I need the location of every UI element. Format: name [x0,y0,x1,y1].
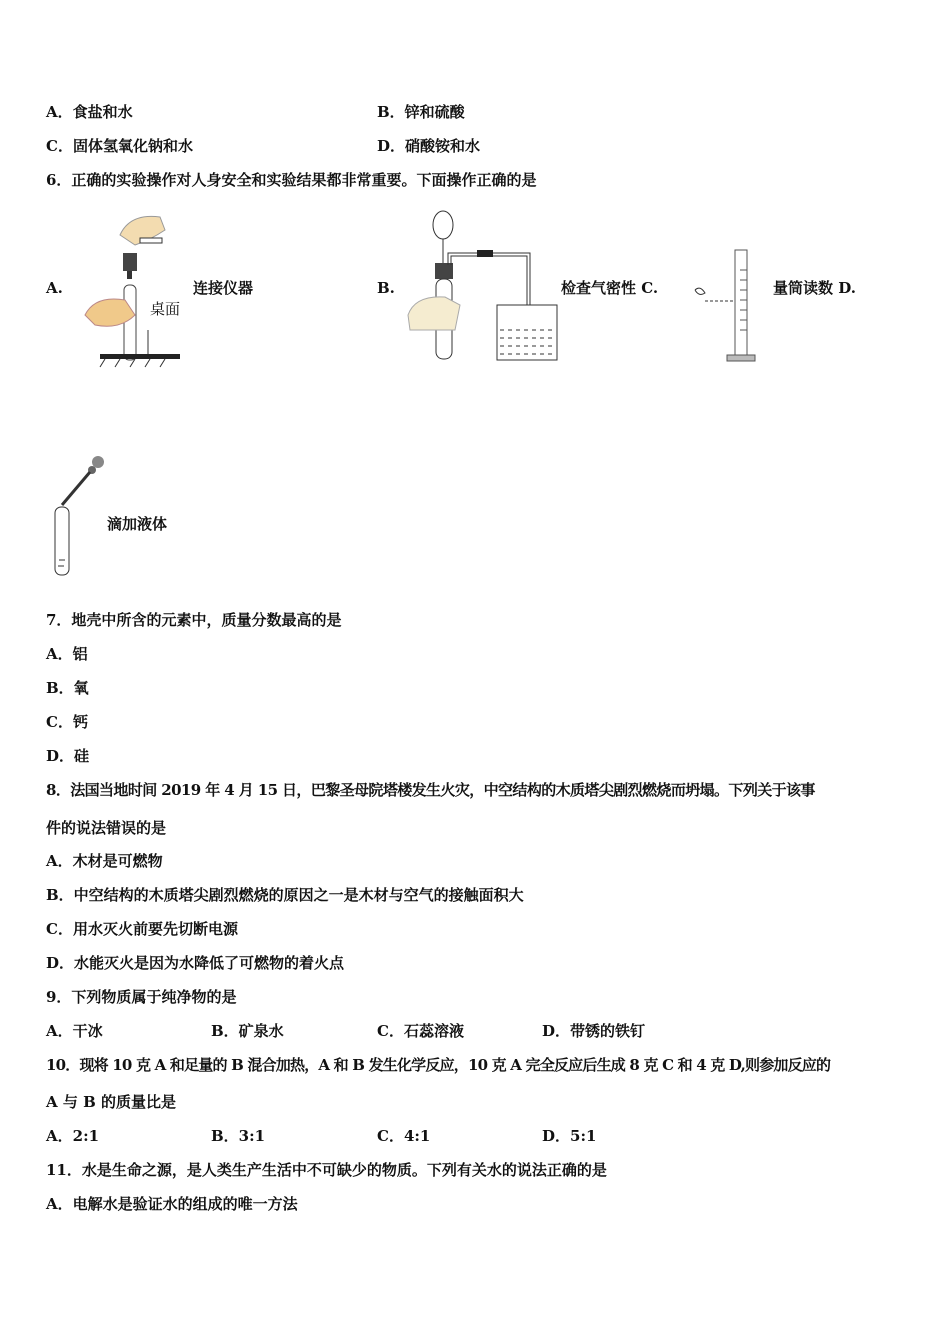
q10-option-d: D．5:1 [542,1127,597,1145]
q8-stem-line1: 8．法国当地时间 2019 年 4 月 15 日，巴黎圣母院塔楼发生火灾，中空结构的木质塔尖剧烈燃烧而坍塌。下列关于该事 [46,781,815,799]
q7-option-d: D．硅 [46,747,90,765]
q5-option-d: D．硝酸铵和水 [377,137,481,155]
airtightness-check-figure [405,205,565,365]
q11-stem: 11．水是生命之源，是人类生产生活中不可缺少的物质。下列有关水的说法正确的是 [46,1161,607,1179]
graduated-cylinder-figure [685,245,775,365]
q7-option-b: B．氧 [46,679,89,697]
q10-option-b: B．3:1 [211,1127,266,1145]
q6-option-b-caption: 检查气密性 C. [561,279,659,297]
q9-stem: 9．下列物质属于纯净物的是 [46,988,237,1006]
q10-stem-line2: A 与 B 的质量比是 [46,1093,176,1111]
q8-option-c: C．用水灭火前要先切断电源 [46,920,238,938]
q10-stem-line1: 10．现将 10 克 A 和足量的 B 混合加热，A 和 B 发生化学反应，10 克 A 完全反应后生成 8 克 C 和 4 克 D,则参加反应的 [46,1056,831,1074]
q10-option-a: A．2:1 [46,1127,100,1145]
q7-stem: 7．地壳中所含的元素中，质量分数最高的是 [46,611,342,629]
q6-option-c-caption: 量筒读数 D. [773,279,856,297]
q7-option-a: A．铝 [46,645,88,663]
q8-option-b: B．中空结构的木质塔尖剧烈燃烧的原因之一是木材与空气的接触面积大 [46,886,524,904]
q8-stem-line2: 件的说法错误的是 [46,819,167,837]
q6-option-b-letter: B. [377,279,395,297]
q5-option-a: A．食盐和水 [46,103,133,121]
q6-stem: 6．正确的实验操作对人身安全和实验结果都非常重要。下面操作正确的是 [46,171,537,189]
dropper-figure [50,450,110,580]
q9-option-a: A．干冰 [46,1022,103,1040]
desk-label: 桌面 [150,300,181,318]
q9-option-b: B．矿泉水 [211,1022,284,1040]
q6-option-a-letter: A. [46,279,63,297]
q6-option-d-caption: 滴加液体 [107,515,168,533]
q5-option-c: C．固体氢氧化钠和水 [46,137,193,155]
q8-option-a: A．木材是可燃物 [46,852,163,870]
q9-option-c: C．石蕊溶液 [377,1022,464,1040]
q10-option-c: C．4:1 [377,1127,431,1145]
connect-apparatus-figure [80,205,190,370]
q6-option-a-caption: 连接仪器 [193,279,254,297]
q8-option-d: D．水能灭火是因为水降低了可燃物的着火点 [46,954,345,972]
q11-option-a: A．电解水是验证水的组成的唯一方法 [46,1195,298,1213]
q9-option-d: D．带锈的铁钉 [542,1022,646,1040]
q7-option-c: C．钙 [46,713,88,731]
q5-option-b: B．锌和硫酸 [377,103,465,121]
